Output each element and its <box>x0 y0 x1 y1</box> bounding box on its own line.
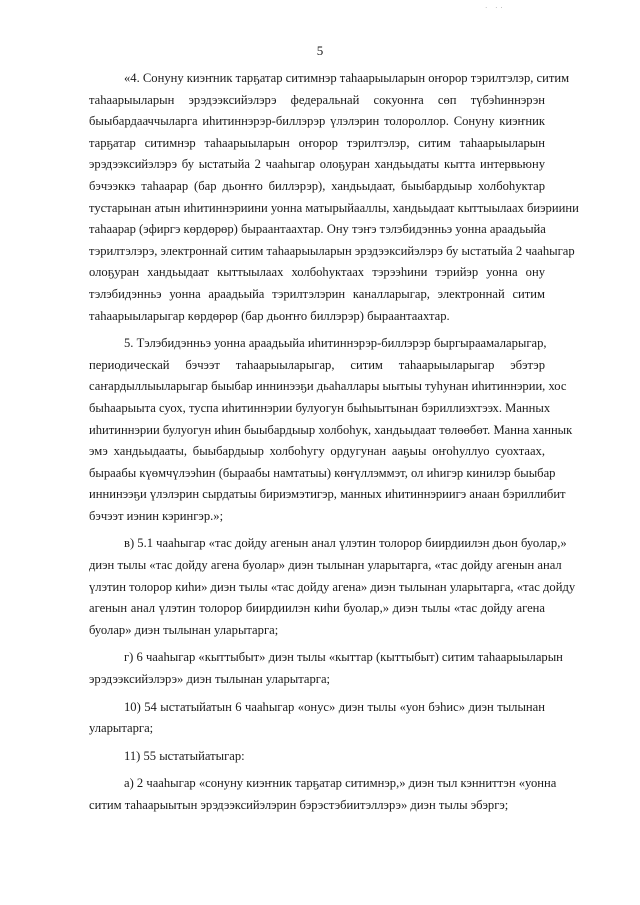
text-line: уларытарга; <box>89 721 154 736</box>
text-line: «4. Сонуну киэҥник тарҕатар ситимнэр таһаарыыларын оҥорор тэрилтэлэр, ситим <box>124 71 570 85</box>
text-line: г) 6 чааһыгар «кыттыбыт» диэн тылы «кыттар (кыттыбыт) ситим таһаарыыларын <box>124 650 563 665</box>
text-line: иһитиннэрии булуогун иһин быыбардыыр холбоһук, хандьыдаат төлөөбөт. Манна ханнык <box>89 422 573 437</box>
text-line: таһаарыыларын эрэдээксийэлэрэ федеральнай сокуонҥа сөп түбэһиннэрэн <box>89 92 545 107</box>
text-line: а) 2 чааһыгар «сонуну киэҥник тарҕатар ситимнэр,» диэн тыл кэнниттэн «уонна <box>124 776 557 791</box>
text-line: тэлэбидэнньэ уонна араадьыйа тэрилтэлэрин каналларыгар, электроннай ситим <box>89 286 545 301</box>
page-number: 5 <box>316 43 324 58</box>
text-line: тэрилтэлэрэ, электроннай ситим таһаарыыларын эрэдээксийэлэрэ бу ыстатыйа 2 чааһыгар <box>89 243 575 258</box>
paragraph-pv <box>89 533 576 641</box>
paragraph-pa <box>89 773 557 816</box>
document-body <box>89 68 579 817</box>
text-line: в) 5.1 чааһыгар «тас дойду агенын анал үлэтин толорор биирдиилэн дьон буолар,» <box>124 536 567 551</box>
text-line: иннинээҕи үлэлэрин сырдатыы бириэмэтигэр, манных иһитиннэриигэ анаан бэриллибит <box>89 487 566 502</box>
text-line: бэчээккэ таһаарар (бар дьоҥҥо биллэрэр), хандьыдаат, быыбардыыр холбоһуктар <box>89 178 545 193</box>
paragraph-p5 <box>89 333 573 527</box>
paragraph-p11 <box>89 746 545 768</box>
text-line: диэн тылы «тас дойду агена буолар» диэн тылынан уларытарга, «тас дойду агенын анал <box>89 558 562 573</box>
text-line: 5. Тэлэбидэнньэ уонна араадьыйа иһитиннэрэр-биллэрэр быргыраамаларыгар, <box>124 336 547 351</box>
text-line: буолар» диэн тылынан уларытарга; <box>89 622 279 637</box>
text-line: быыбардааччыларга иһитиннэрэр-биллэрэр үлэлэрин толороллор. Сонуну киэҥник <box>89 114 545 129</box>
paragraph-pg <box>89 647 563 690</box>
paragraph-p4 <box>89 68 579 327</box>
text-line: быһаарыыта суох, туспа иһитиннэрии булуогун быһыытынан бэриллиэхтээх. Манных <box>89 400 551 415</box>
text-line: быраабы күөмчүлээһин (быраабы намтатыы) көҥүллэммэт, ол иһигэр кинилэр быыбар <box>89 465 556 480</box>
text-line: агенын анал үлэтин толорор биирдиилэн киһи буолар,» диэн тылы «тас дойду агена <box>89 601 545 616</box>
text-line: 11) 55 ыстатыйатыгар: <box>124 748 245 763</box>
text-line: олоҕуран хандьыдаат кыттыылаах холбоһуктаах тэрээһини тэрийэр уонна ону <box>89 265 545 280</box>
text-line: таһаарар (эфиргэ көрдөрөр) быраантаахтар. Ону тэҥэ тэлэбидэнньэ уонна араадьыйа <box>89 222 546 237</box>
paragraph-p10 <box>89 697 545 740</box>
text-line: эрэдээксийэлэрэ бу ыстатыйа 2 чааһыгар олоҕуран хандьыдаты кытта интервьюну <box>89 157 545 172</box>
text-line: 10) 54 ыстатыйатын 6 чааһыгар «онус» диэн тылы «уон бэһис» диэн тылынан <box>124 699 545 714</box>
text-line: тустарынан атын иһитиннэриини уонна матырыйааллы, хандьыдаат кыттыылаах биэриини <box>89 200 579 215</box>
text-line: периодическай бэчээт таһаарыыларыгар, ситим таһаарыыларыгар эбэтэр <box>89 357 545 372</box>
text-line: үлэтин толорор киһи» диэн тылы «тас дойду агена» диэн тылынан уларытарга, «тас дойду <box>89 579 576 594</box>
text-line: эмэ хандьыдааты, быыбардыыр холбоһугу ордугунан ааҕыы оҥоһуллуо суохтаах, <box>89 444 545 459</box>
text-line: бэчээт иэнин кэрингэр.»; <box>89 508 224 523</box>
text-line: тарҕатар ситимнэр таһаарыыларын оҥорор тэрилтэлэр, ситим таһаарыыларын <box>89 135 545 150</box>
scan-corner-mark: · ·· <box>485 4 506 12</box>
text-line: эрэдээксийэлэрэ» диэн тылынан уларытарга; <box>89 672 331 687</box>
text-line: ситим таһаарыытын эрэдээксийэлэрин бэрэстэбиитэллэрэ» диэн тылы эбэргэ; <box>89 798 509 812</box>
text-line: саҥардыллыыларыгар быыбар иннинээҕи дьаһаллары ыытыы туһунан иһитиннэрии, хос <box>89 379 567 394</box>
text-line: таһаарыыларыгар көрдөрөр (бар дьоҥҥо биллэрэр) быраантаахтар. <box>89 308 450 323</box>
